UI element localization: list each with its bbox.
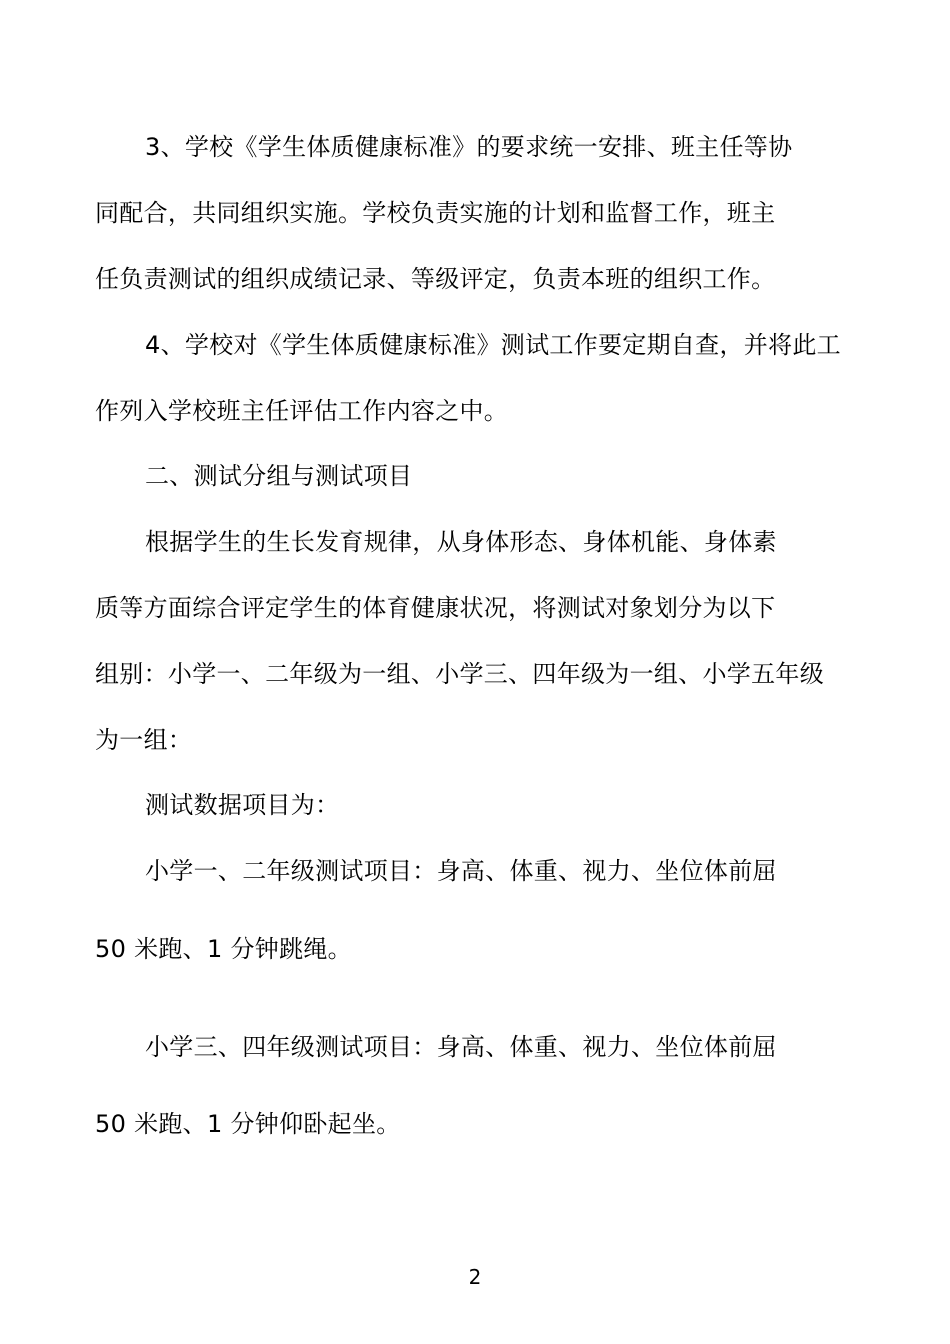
paragraph-5-line-2: 50 米跑、1 分钟跳绳。 <box>95 935 352 963</box>
paragraph-3-line-2: 质等方面综合评定学生的体育健康状况，将测试对象划分为以下 <box>95 594 776 622</box>
paragraph-2-line-1: 4、学校对《学生体质健康标准》测试工作要定期自查，并将此工 <box>145 331 841 359</box>
paragraph-3-line-3: 组别：小学一、二年级为一组、小学三、四年级为一组、小学五年级 <box>95 660 824 688</box>
page-number: 2 <box>468 1265 482 1289</box>
paragraph-3-line-4: 为一组： <box>95 726 193 754</box>
paragraph-3-line-1: 根据学生的生长发育规律，从身体形态、身体机能、身体素 <box>145 528 777 556</box>
paragraph-1-line-1: 3、学校《学生体质健康标准》的要求统一安排、班主任等协 <box>145 133 793 161</box>
paragraph-6-line-1: 小学三、四年级测试项目：身高、体重、视力、坐位体前屈 <box>145 1033 777 1061</box>
paragraph-4: 测试数据项目为： <box>145 791 340 819</box>
paragraph-6-line-2: 50 米跑、1 分钟仰卧起坐。 <box>95 1110 401 1138</box>
paragraph-1-line-2: 同配合，共同组织实施。学校负责实施的计划和监督工作，班主 <box>95 199 776 227</box>
paragraph-1-line-3: 任负责测试的组织成绩记录、等级评定，负责本班的组织工作。 <box>95 265 776 293</box>
paragraph-2-line-2: 作列入学校班主任评估工作内容之中。 <box>95 397 509 425</box>
section-heading: 二、测试分组与测试项目 <box>145 462 413 490</box>
paragraph-5-line-1: 小学一、二年级测试项目：身高、体重、视力、坐位体前屈 <box>145 857 777 885</box>
